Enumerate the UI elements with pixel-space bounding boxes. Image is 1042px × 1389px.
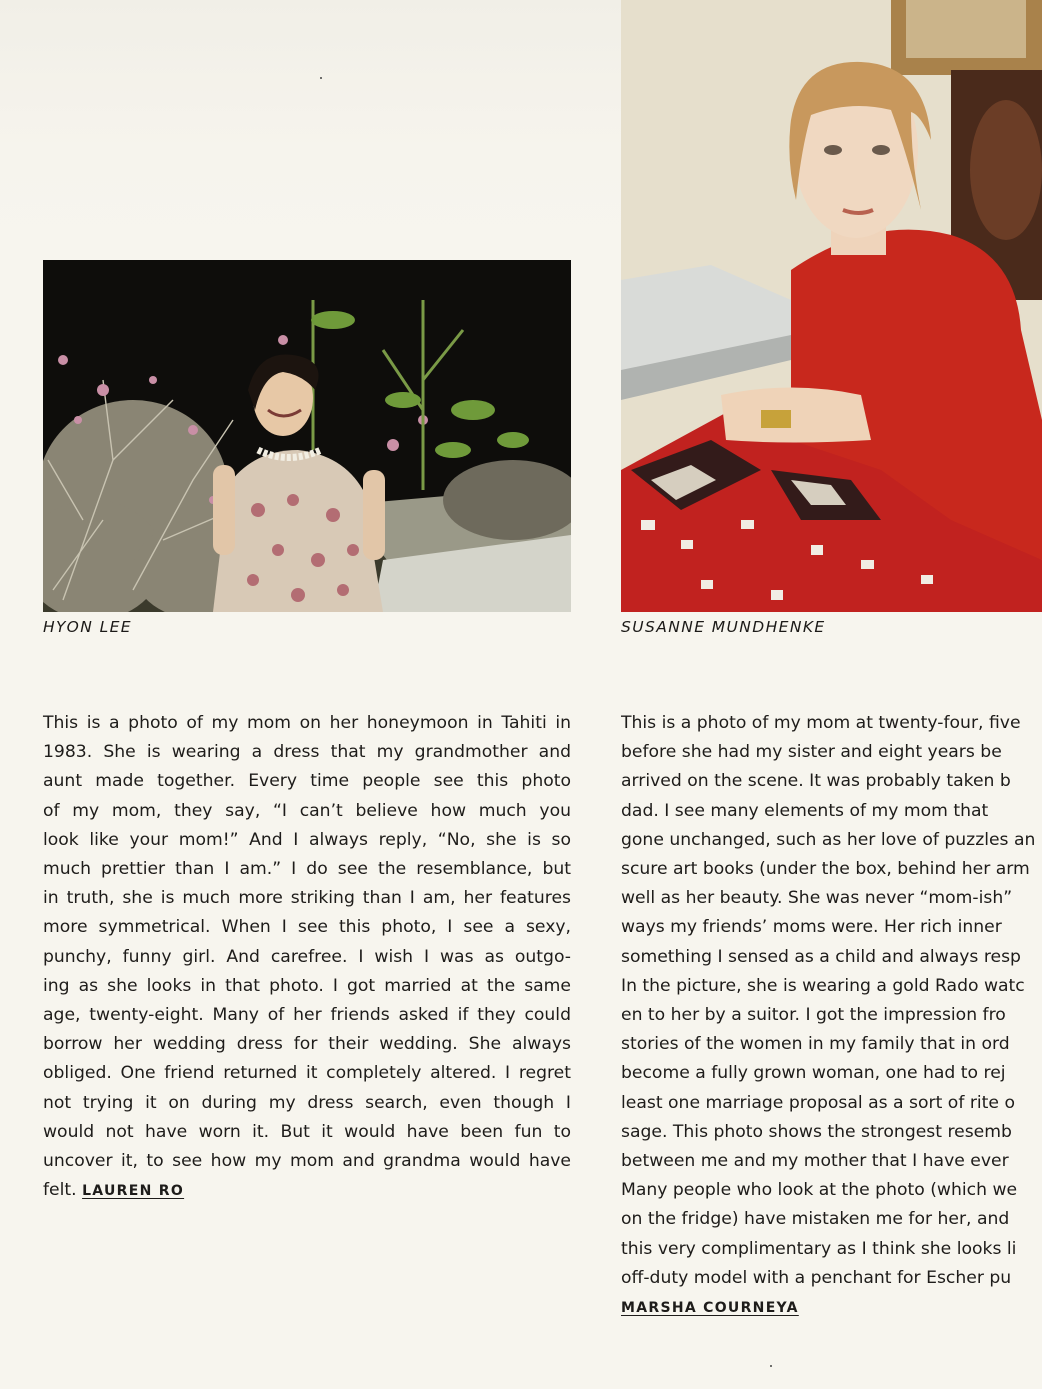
essay-line: ways my friends’ moms were. Her rich inner bbox=[621, 917, 1002, 938]
essay-right bbox=[621, 709, 1042, 1323]
essay-line: arrived on the scene. It was probably taken b bbox=[621, 771, 1011, 792]
essay-line: scure art books (under the box, behind her arm bbox=[621, 859, 1030, 880]
essay-line: become a fully grown woman, one had to rej bbox=[621, 1063, 1006, 1084]
essay-line: In the picture, she is wearing a gold Rado watc bbox=[621, 975, 1025, 996]
essay-line: 1983. She is wearing a dress that my grandmother and bbox=[43, 742, 571, 763]
essay-line: age, twenty-eight. Many of her friends asked if they could bbox=[43, 1005, 571, 1026]
dust-speck bbox=[770, 1365, 772, 1367]
essay-line: much prettier than I am.” I do see the resemblance, but bbox=[43, 859, 571, 880]
photo-caption-left: HYON LEE bbox=[43, 618, 132, 636]
essay-line: aunt made together. Every time people see this photo bbox=[43, 771, 571, 792]
essay-line: Many people who look at the photo (which we bbox=[621, 1180, 1018, 1201]
essay-line: borrow her wedding dress for their wedding. She always bbox=[43, 1034, 571, 1055]
essay-line: would not have worn it. But it would have been fun to bbox=[43, 1121, 571, 1142]
essay-line: not trying it on during my dress search, even though I bbox=[43, 1092, 571, 1113]
essay-line: This is a photo of my mom on her honeymoon in Tahiti in bbox=[43, 713, 571, 733]
essay-line: between me and my mother that I have ever bbox=[621, 1151, 1009, 1172]
essay-line: This is a photo of my mom at twenty-four, five bbox=[621, 713, 1021, 733]
essay-last-line bbox=[43, 1176, 571, 1206]
photo-caption-right: SUSANNE MUNDHENKE bbox=[621, 618, 826, 636]
essay-line: uncover it, to see how my mom and grandma would have bbox=[43, 1151, 571, 1172]
essay-line: gone unchanged, such as her love of puzzles an bbox=[621, 829, 1036, 850]
essay-left bbox=[43, 709, 571, 1206]
photo-hyon-lee bbox=[43, 260, 571, 612]
essay-line: on the fridge) have mistaken me for her, and bbox=[621, 1209, 1010, 1230]
essay-line: look like your mom!” And I always reply, “No, she is so bbox=[43, 829, 571, 850]
essay-line: this very complimentary as I think she looks li bbox=[621, 1238, 1017, 1259]
essay-line: least one marriage proposal as a sort of rite o bbox=[621, 1092, 1015, 1113]
essay-line: sage. This photo shows the strongest resemb bbox=[621, 1121, 1012, 1142]
essay-line: in truth, she is much more striking than I am, her features bbox=[43, 888, 571, 909]
author-byline-left: LAUREN RO bbox=[82, 1183, 185, 1200]
author-byline-right: MARSHA COURNEYA bbox=[621, 1300, 799, 1317]
essay-line: something I sensed as a child and always resp bbox=[621, 946, 1021, 967]
essay-line: well as her beauty. She was never “mom-ish” bbox=[621, 888, 1013, 909]
essay-line: before she had my sister and eight years be bbox=[621, 742, 1002, 763]
essay-line: ing as she looks in that photo. I got married at the same bbox=[43, 975, 571, 996]
essay-line-end: felt. bbox=[43, 1180, 77, 1201]
essay-line: en to her by a suitor. I got the impression fro bbox=[621, 1005, 1006, 1026]
essay-line: punchy, funny girl. And carefree. I wish I was as outgo- bbox=[43, 946, 571, 967]
essay-line: off-duty model with a penchant for Escher pu bbox=[621, 1267, 1012, 1288]
essay-line: dad. I see many elements of my mom that bbox=[621, 800, 989, 821]
dust-speck bbox=[320, 77, 322, 79]
essay-line: stories of the women in my family that in ord bbox=[621, 1034, 1010, 1055]
essay-line: more symmetrical. When I see this photo, I see a sexy, bbox=[43, 917, 571, 938]
essay-line: of my mom, they say, “I can’t believe how much you bbox=[43, 800, 571, 821]
essay-line: obliged. One friend returned it completely altered. I regret bbox=[43, 1063, 571, 1084]
essay-last-line bbox=[621, 1293, 1042, 1323]
photo-susanne-mundhenke bbox=[621, 0, 1042, 612]
